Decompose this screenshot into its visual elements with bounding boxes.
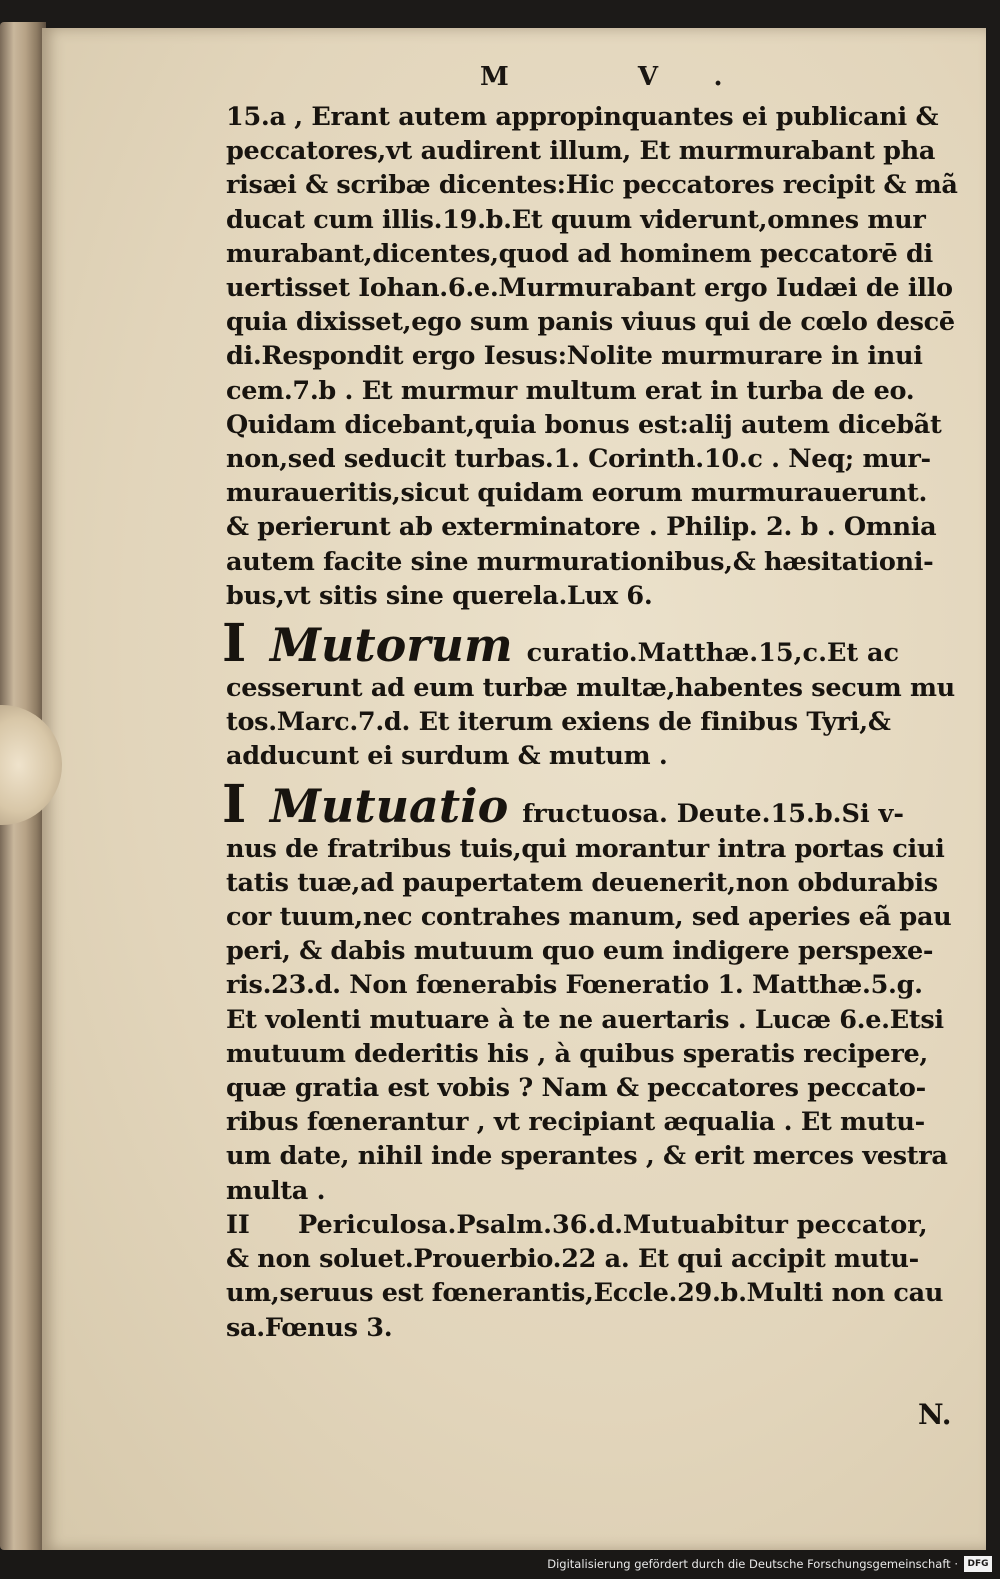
paragraph-top <box>226 100 966 613</box>
text-line: murabant,dicentes,quod ad hominem peccatorē di <box>226 238 933 269</box>
text-line: risæi & scribæ dicentes:Hic peccatores recipit & mã <box>226 170 958 201</box>
text-line: uertisset Iohan.6.e.Murmurabant ergo Iudæi de illo <box>226 273 953 304</box>
text-block <box>222 100 966 1345</box>
text-line: non,sed seducit turbas.1. Corinth.10.c . Neq; mur- <box>226 444 931 475</box>
text-line: ducat cum illis.19.b.Et quum viderunt,omnes mur <box>226 204 926 235</box>
text-line: cem.7.b . Et murmur multum erat in turba de eo. <box>226 375 915 406</box>
entry-mutuatio <box>222 774 966 832</box>
text-line: um,seruus est fœnerantis,Eccle.29.b.Multi non cau <box>226 1278 944 1309</box>
text-line: bus,vt sitis sine querela.Lux 6. <box>226 580 653 611</box>
text-line: autem facite sine murmurationibus,& hæsitationi- <box>226 546 934 577</box>
text-line: quæ gratia est vobis ? Nam & peccatores peccato- <box>226 1073 926 1104</box>
entry-numeral: I <box>222 613 247 672</box>
text-line: Et volenti mutuare à te ne auertaris . Lucæ 6.e.Etsi <box>226 1004 944 1035</box>
text-line: muraueritis,sicut quidam eorum murmurauerunt. <box>226 478 928 509</box>
text-line: peccatores,vt audirent illum, Et murmurabant pha <box>226 136 936 167</box>
entry-numeral: I <box>222 773 247 832</box>
sub-entry-first-line: Periculosa.Psalm.36.d.Mutuabitur peccator, <box>298 1209 928 1240</box>
text-line: di.Respondit ergo Iesus:Nolite murmurare in inui <box>226 341 923 372</box>
text-line: Quidam dicebant,quia bonus est:alij autem dicebãt <box>226 409 942 440</box>
text-line: nus de fratribus tuis,qui morantur intra portas ciui <box>226 833 945 864</box>
text-line: & non soluet.Prouerbio.22 a. Et qui accipit mutu- <box>226 1244 919 1275</box>
text-line: ris.23.d. Non fœnerabis Fœneratio 1. Matthæ.5.g. <box>226 970 923 1001</box>
footer-credit: Digitalisierung gefördert durch die Deutsche Forschungsgemeinschaft · <box>547 1557 958 1571</box>
dfg-logo: DFG <box>964 1556 992 1572</box>
text-line: multa . <box>226 1175 326 1206</box>
text-line: sa.Fœnus 3. <box>226 1312 393 1343</box>
entry-mutorum <box>222 613 966 671</box>
text-line: tos.Marc.7.d. Et iterum exiens de finibus Tyri,& <box>226 707 891 738</box>
running-head: M V. <box>480 62 783 92</box>
text-line: tatis tuæ,ad paupertatem deuenerit,non obdurabis <box>226 867 938 898</box>
text-line: adducunt ei surdum & mutum . <box>226 741 668 772</box>
digitization-footer <box>0 1550 1000 1579</box>
entry-heading-line <box>222 613 966 671</box>
sub-entry-numeral: II <box>226 1209 250 1240</box>
entry-mutuatio-body <box>226 832 966 1208</box>
entry-heading-line <box>222 774 966 832</box>
text-line: cor tuum,nec contrahes manum, sed aperies eã pau <box>226 902 952 933</box>
entry-headword: Mutorum <box>270 618 513 672</box>
sub-entry-heading <box>226 1208 966 1242</box>
entry-mutorum-body <box>226 671 966 774</box>
text-line: um date, nihil inde sperantes , & erit merces vestra <box>226 1141 948 1172</box>
text-line: peri, & dabis mutuum quo eum indigere perspexe- <box>226 936 934 967</box>
text-line: mutuum dederitis his , à quibus speratis recipere, <box>226 1038 928 1069</box>
text-line: 15.a , Erant autem appropinquantes ei publicani & <box>226 102 939 132</box>
entry-headword: Mutuatio <box>270 778 509 832</box>
text-line: cesserunt ad eum turbæ multæ,habentes secum mu <box>226 673 955 704</box>
catchword: N. <box>918 1398 952 1431</box>
text-line: quia dixisset,ego sum panis viuus qui de cœlo descē <box>226 307 955 338</box>
text-line: & perierunt ab exterminatore . Philip. 2. b . Omnia <box>226 512 937 543</box>
entry-heading-rest: fructuosa. Deute.15.b.Si v- <box>522 798 904 829</box>
entry-heading-rest: curatio.Matthæ.15,c.Et ac <box>526 638 900 669</box>
sub-entry <box>226 1208 966 1345</box>
text-line: ribus fœnerantur , vt recipiant æqualia . Et mutu- <box>226 1107 925 1138</box>
